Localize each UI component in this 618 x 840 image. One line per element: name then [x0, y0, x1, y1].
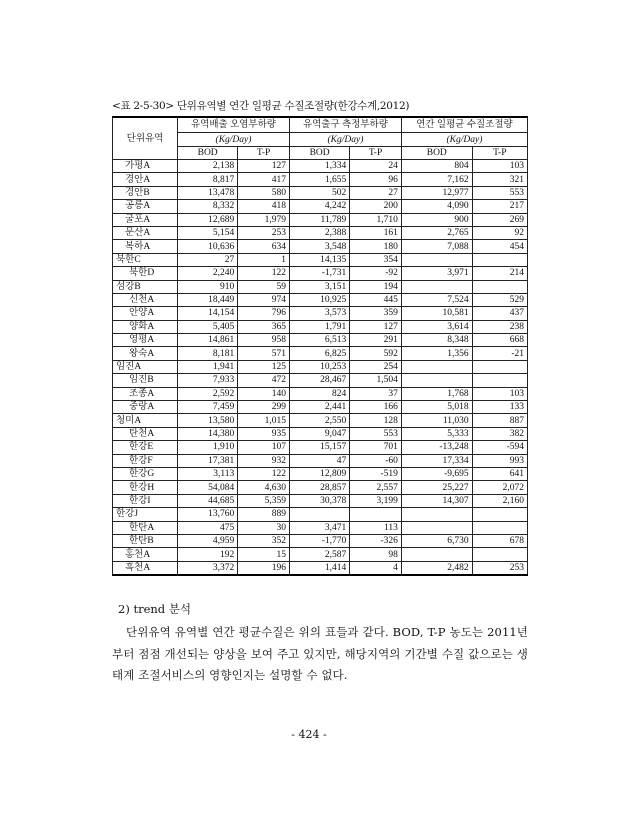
table-row: [113, 240, 528, 253]
cell-discharge-bod: 27: [178, 253, 238, 266]
cell-outlet-bod: 4,242: [289, 200, 349, 213]
cell-discharge-bod: 5,405: [178, 320, 238, 333]
table-row: [113, 200, 528, 213]
cell-discharge-bod: 910: [178, 280, 238, 293]
unit-name-cell: 양화A: [113, 320, 178, 333]
group-unit-outlet: (Kg/Day): [289, 133, 401, 147]
cell-regulation-bod: [401, 548, 472, 561]
cell-regulation-bod: 2,482: [401, 561, 472, 575]
cell-regulation-tp: 103: [472, 160, 527, 173]
cell-outlet-bod: 3,548: [289, 240, 349, 253]
group-header-outlet: 유역출구 측정부하량: [289, 117, 401, 133]
cell-discharge-tp: 472: [238, 374, 290, 387]
cell-regulation-tp: 92: [472, 226, 527, 239]
cell-discharge-tp: 5,359: [238, 494, 290, 507]
table-row: [113, 481, 528, 494]
cell-discharge-tp: 974: [238, 293, 290, 306]
cell-discharge-bod: 54,084: [178, 481, 238, 494]
cell-discharge-bod: 44,685: [178, 494, 238, 507]
unit-name-cell: 한강G: [113, 467, 178, 480]
cell-outlet-tp: -92: [350, 267, 402, 280]
group-header-discharge: 유역배출 오염부하량: [178, 117, 290, 133]
water-quality-table: [112, 116, 528, 576]
unit-name-cell: 임진A: [113, 360, 178, 373]
cell-discharge-bod: 14,380: [178, 427, 238, 440]
cell-regulation-bod: -13,248: [401, 441, 472, 454]
cell-outlet-tp: 98: [350, 548, 402, 561]
cell-outlet-bod: 15,157: [289, 441, 349, 454]
cell-outlet-bod: 6,825: [289, 347, 349, 360]
cell-outlet-tp: 445: [350, 293, 402, 306]
cell-outlet-bod: 1,655: [289, 173, 349, 186]
table-row: [113, 521, 528, 534]
table-row: [113, 293, 528, 306]
cell-regulation-tp: [472, 508, 527, 521]
cell-regulation-tp: 668: [472, 334, 527, 347]
cell-discharge-tp: 580: [238, 186, 290, 199]
cell-discharge-tp: 571: [238, 347, 290, 360]
cell-discharge-bod: 14,861: [178, 334, 238, 347]
cell-discharge-bod: 8,181: [178, 347, 238, 360]
table-row: [113, 508, 528, 521]
cell-discharge-tp: 15: [238, 548, 290, 561]
cell-discharge-tp: 299: [238, 401, 290, 414]
cell-outlet-bod: 28,467: [289, 374, 349, 387]
cell-regulation-bod: [401, 508, 472, 521]
cell-discharge-bod: 18,449: [178, 293, 238, 306]
cell-discharge-bod: 2,592: [178, 387, 238, 400]
group-unit-discharge: (Kg/Day): [178, 133, 290, 147]
page-number: - 424 -: [291, 728, 327, 741]
cell-outlet-tp: -519: [350, 467, 402, 480]
subheader-tp: T-P: [238, 147, 290, 160]
cell-discharge-tp: 958: [238, 334, 290, 347]
unit-name-cell: 북한C: [113, 253, 178, 266]
cell-regulation-tp: 238: [472, 320, 527, 333]
table-body: [113, 160, 528, 576]
cell-regulation-bod: 25,227: [401, 481, 472, 494]
cell-regulation-tp: 993: [472, 454, 527, 467]
cell-outlet-bod: 2,587: [289, 548, 349, 561]
cell-outlet-bod: 1,791: [289, 320, 349, 333]
table-row: [113, 441, 528, 454]
cell-regulation-tp: -594: [472, 441, 527, 454]
cell-outlet-bod: 9,047: [289, 427, 349, 440]
table-caption: <표 2-5-30> 단위유역별 연간 일평균 수질조절량(한강수계,2012): [112, 100, 410, 112]
cell-discharge-tp: 127: [238, 160, 290, 173]
cell-outlet-tp: 161: [350, 226, 402, 239]
unit-name-cell: 영평A: [113, 334, 178, 347]
cell-discharge-tp: 4,630: [238, 481, 290, 494]
cell-outlet-tp: 291: [350, 334, 402, 347]
cell-outlet-bod: 47: [289, 454, 349, 467]
table-row: [113, 213, 528, 226]
cell-discharge-tp: 196: [238, 561, 290, 575]
cell-outlet-tp: 194: [350, 280, 402, 293]
cell-regulation-tp: [472, 374, 527, 387]
cell-discharge-tp: 125: [238, 360, 290, 373]
table-row: [113, 226, 528, 239]
cell-outlet-bod: 2,550: [289, 414, 349, 427]
table-row: [113, 347, 528, 360]
cell-regulation-bod: 804: [401, 160, 472, 173]
cell-regulation-tp: 454: [472, 240, 527, 253]
unit-name-cell: 왕숙A: [113, 347, 178, 360]
cell-discharge-bod: 475: [178, 521, 238, 534]
cell-outlet-bod: 12,809: [289, 467, 349, 480]
cell-discharge-bod: 2,138: [178, 160, 238, 173]
unit-name-cell: 한강J: [113, 508, 178, 521]
table-row: [113, 173, 528, 186]
unit-name-cell: 북한D: [113, 267, 178, 280]
cell-discharge-bod: 8,332: [178, 200, 238, 213]
cell-outlet-tp: 701: [350, 441, 402, 454]
cell-discharge-tp: 796: [238, 307, 290, 320]
cell-regulation-bod: 8,348: [401, 334, 472, 347]
unit-name-cell: 임진B: [113, 374, 178, 387]
cell-discharge-tp: 1,979: [238, 213, 290, 226]
cell-regulation-bod: 6,730: [401, 534, 472, 547]
table-row: [113, 267, 528, 280]
cell-regulation-bod: 5,333: [401, 427, 472, 440]
cell-discharge-tp: 932: [238, 454, 290, 467]
cell-regulation-bod: 14,307: [401, 494, 472, 507]
cell-outlet-tp: 1,504: [350, 374, 402, 387]
cell-regulation-tp: 214: [472, 267, 527, 280]
cell-outlet-tp: 127: [350, 320, 402, 333]
table-row: [113, 320, 528, 333]
cell-regulation-bod: 12,977: [401, 186, 472, 199]
cell-regulation-tp: 253: [472, 561, 527, 575]
unit-header: 단위유역: [113, 117, 178, 160]
unit-name-cell: 한강H: [113, 481, 178, 494]
cell-outlet-bod: 10,925: [289, 293, 349, 306]
cell-regulation-tp: [472, 548, 527, 561]
cell-outlet-bod: [289, 508, 349, 521]
cell-discharge-tp: 1: [238, 253, 290, 266]
cell-outlet-bod: -1,731: [289, 267, 349, 280]
cell-outlet-bod: 3,471: [289, 521, 349, 534]
cell-outlet-tp: -326: [350, 534, 402, 547]
cell-discharge-tp: 59: [238, 280, 290, 293]
unit-name-cell: 경안A: [113, 173, 178, 186]
unit-name-cell: 섬강B: [113, 280, 178, 293]
cell-discharge-tp: 1,015: [238, 414, 290, 427]
cell-discharge-bod: 10,636: [178, 240, 238, 253]
cell-outlet-tp: 4: [350, 561, 402, 575]
cell-discharge-tp: 122: [238, 267, 290, 280]
cell-outlet-tp: [350, 508, 402, 521]
cell-discharge-bod: 1,941: [178, 360, 238, 373]
cell-regulation-bod: 7,524: [401, 293, 472, 306]
cell-regulation-tp: -21: [472, 347, 527, 360]
table-row: [113, 414, 528, 427]
cell-outlet-bod: -1,770: [289, 534, 349, 547]
table-row: [113, 280, 528, 293]
cell-regulation-tp: [472, 253, 527, 266]
cell-discharge-bod: 13,478: [178, 186, 238, 199]
table-row: [113, 494, 528, 507]
cell-regulation-tp: 641: [472, 467, 527, 480]
unit-name-cell: 문산A: [113, 226, 178, 239]
cell-discharge-bod: 5,154: [178, 226, 238, 239]
cell-regulation-bod: 1,768: [401, 387, 472, 400]
unit-name-cell: 조종A: [113, 387, 178, 400]
subheader-bod: BOD: [401, 147, 472, 160]
cell-outlet-tp: 128: [350, 414, 402, 427]
cell-outlet-bod: 824: [289, 387, 349, 400]
subheader-tp: T-P: [472, 147, 527, 160]
subheader-tp: T-P: [350, 147, 402, 160]
unit-name-cell: 홍천A: [113, 548, 178, 561]
cell-outlet-tp: 2,557: [350, 481, 402, 494]
cell-regulation-tp: 437: [472, 307, 527, 320]
cell-discharge-bod: 4,959: [178, 534, 238, 547]
cell-outlet-tp: 24: [350, 160, 402, 173]
cell-discharge-tp: 417: [238, 173, 290, 186]
cell-discharge-tp: 107: [238, 441, 290, 454]
cell-discharge-tp: 935: [238, 427, 290, 440]
cell-regulation-bod: 4,090: [401, 200, 472, 213]
cell-discharge-bod: 3,113: [178, 467, 238, 480]
cell-outlet-tp: 592: [350, 347, 402, 360]
cell-regulation-tp: [472, 521, 527, 534]
unit-name-cell: 공릉A: [113, 200, 178, 213]
cell-outlet-bod: 2,441: [289, 401, 349, 414]
table-row: [113, 387, 528, 400]
table-row: [113, 307, 528, 320]
cell-discharge-bod: 192: [178, 548, 238, 561]
cell-regulation-tp: [472, 280, 527, 293]
cell-regulation-bod: [401, 360, 472, 373]
cell-outlet-bod: 14,135: [289, 253, 349, 266]
cell-outlet-bod: 30,378: [289, 494, 349, 507]
table-row: [113, 561, 528, 575]
cell-discharge-tp: 365: [238, 320, 290, 333]
cell-discharge-bod: 1,910: [178, 441, 238, 454]
unit-name-cell: 한강I: [113, 494, 178, 507]
cell-outlet-bod: 11,789: [289, 213, 349, 226]
cell-discharge-tp: 634: [238, 240, 290, 253]
cell-regulation-tp: 321: [472, 173, 527, 186]
cell-regulation-bod: [401, 280, 472, 293]
cell-outlet-tp: 200: [350, 200, 402, 213]
cell-outlet-bod: 3,573: [289, 307, 349, 320]
cell-discharge-tp: 122: [238, 467, 290, 480]
unit-name-cell: 복하A: [113, 240, 178, 253]
unit-name-cell: 신천A: [113, 293, 178, 306]
cell-discharge-bod: 8,817: [178, 173, 238, 186]
cell-discharge-tp: 253: [238, 226, 290, 239]
cell-regulation-bod: 5,018: [401, 401, 472, 414]
cell-outlet-tp: 166: [350, 401, 402, 414]
table-row: [113, 401, 528, 414]
subheader-bod: BOD: [289, 147, 349, 160]
cell-regulation-bod: 7,162: [401, 173, 472, 186]
cell-outlet-bod: 1,414: [289, 561, 349, 575]
cell-regulation-tp: 133: [472, 401, 527, 414]
unit-name-cell: 흑천A: [113, 561, 178, 575]
cell-discharge-bod: 7,933: [178, 374, 238, 387]
cell-outlet-tp: 180: [350, 240, 402, 253]
cell-outlet-tp: 359: [350, 307, 402, 320]
cell-regulation-bod: 1,356: [401, 347, 472, 360]
table-row: [113, 160, 528, 173]
unit-name-cell: 중랑A: [113, 401, 178, 414]
table-row: [113, 334, 528, 347]
table-row: [113, 534, 528, 547]
cell-regulation-tp: 217: [472, 200, 527, 213]
cell-regulation-tp: 2,160: [472, 494, 527, 507]
cell-regulation-bod: 11,030: [401, 414, 472, 427]
cell-regulation-bod: 900: [401, 213, 472, 226]
cell-discharge-tp: 30: [238, 521, 290, 534]
cell-discharge-bod: 14,154: [178, 307, 238, 320]
section-title: 2) trend 분석: [118, 602, 192, 616]
cell-regulation-tp: 678: [472, 534, 527, 547]
body-paragraph: 단위유역 유역별 연간 평균수질은 위의 표들과 같다. BOD, T-P 농도는 2011년부터 점점 개선되는 양상을 보여 주고 있지만, 해당지역의 기간별 수질 값으로는 생태계 조절서비스의 영향인지는 설명할 수 없다.: [112, 625, 528, 682]
cell-regulation-tp: [472, 360, 527, 373]
cell-outlet-bod: 2,388: [289, 226, 349, 239]
cell-regulation-tp: 2,072: [472, 481, 527, 494]
unit-name-cell: 청미A: [113, 414, 178, 427]
cell-regulation-bod: [401, 253, 472, 266]
cell-discharge-bod: 13,760: [178, 508, 238, 521]
cell-outlet-bod: 6,513: [289, 334, 349, 347]
cell-regulation-bod: -9,695: [401, 467, 472, 480]
table-row: [113, 427, 528, 440]
table-row: [113, 360, 528, 373]
cell-outlet-bod: 28,857: [289, 481, 349, 494]
unit-name-cell: 한강E: [113, 441, 178, 454]
unit-name-cell: 경안B: [113, 186, 178, 199]
table-row: [113, 374, 528, 387]
group-header-regulation: 연간 일평균 수질조절량: [401, 117, 527, 133]
cell-outlet-tp: 254: [350, 360, 402, 373]
unit-name-cell: 한강F: [113, 454, 178, 467]
cell-outlet-tp: 3,199: [350, 494, 402, 507]
cell-regulation-tp: 269: [472, 213, 527, 226]
unit-name-cell: 안양A: [113, 307, 178, 320]
table-row: [113, 548, 528, 561]
cell-outlet-tp: -60: [350, 454, 402, 467]
cell-regulation-tp: 103: [472, 387, 527, 400]
cell-discharge-tp: 889: [238, 508, 290, 521]
unit-name-cell: 가평A: [113, 160, 178, 173]
cell-outlet-tp: 354: [350, 253, 402, 266]
cell-regulation-tp: 887: [472, 414, 527, 427]
cell-regulation-bod: 17,334: [401, 454, 472, 467]
unit-name-cell: 한탄B: [113, 534, 178, 547]
table-row: [113, 186, 528, 199]
unit-name-cell: 굴포A: [113, 213, 178, 226]
cell-outlet-bod: 3,151: [289, 280, 349, 293]
unit-name-cell: 탄천A: [113, 427, 178, 440]
group-unit-regulation: (Kg/Day): [401, 133, 527, 147]
cell-regulation-bod: 10,581: [401, 307, 472, 320]
cell-regulation-tp: 382: [472, 427, 527, 440]
cell-discharge-bod: 7,459: [178, 401, 238, 414]
cell-outlet-bod: 502: [289, 186, 349, 199]
cell-regulation-bod: 3,614: [401, 320, 472, 333]
subheader-bod: BOD: [178, 147, 238, 160]
cell-outlet-tp: 37: [350, 387, 402, 400]
cell-outlet-bod: 1,334: [289, 160, 349, 173]
cell-regulation-bod: [401, 374, 472, 387]
cell-regulation-tp: 529: [472, 293, 527, 306]
table-row: [113, 454, 528, 467]
table-row: [113, 253, 528, 266]
cell-outlet-tp: 553: [350, 427, 402, 440]
cell-discharge-bod: 3,372: [178, 561, 238, 575]
cell-discharge-tp: 352: [238, 534, 290, 547]
unit-name-cell: 한탄A: [113, 521, 178, 534]
cell-discharge-tp: 418: [238, 200, 290, 213]
cell-discharge-tp: 140: [238, 387, 290, 400]
cell-outlet-tp: 1,710: [350, 213, 402, 226]
cell-discharge-bod: 2,240: [178, 267, 238, 280]
cell-outlet-tp: 113: [350, 521, 402, 534]
cell-outlet-tp: 96: [350, 173, 402, 186]
cell-regulation-bod: 2,765: [401, 226, 472, 239]
cell-discharge-bod: 13,580: [178, 414, 238, 427]
cell-discharge-bod: 12,689: [178, 213, 238, 226]
table-row: [113, 467, 528, 480]
cell-outlet-tp: 27: [350, 186, 402, 199]
cell-outlet-bod: 10,253: [289, 360, 349, 373]
cell-regulation-bod: 7,088: [401, 240, 472, 253]
cell-regulation-bod: [401, 521, 472, 534]
cell-regulation-bod: 3,971: [401, 267, 472, 280]
cell-discharge-bod: 17,381: [178, 454, 238, 467]
cell-regulation-tp: 553: [472, 186, 527, 199]
